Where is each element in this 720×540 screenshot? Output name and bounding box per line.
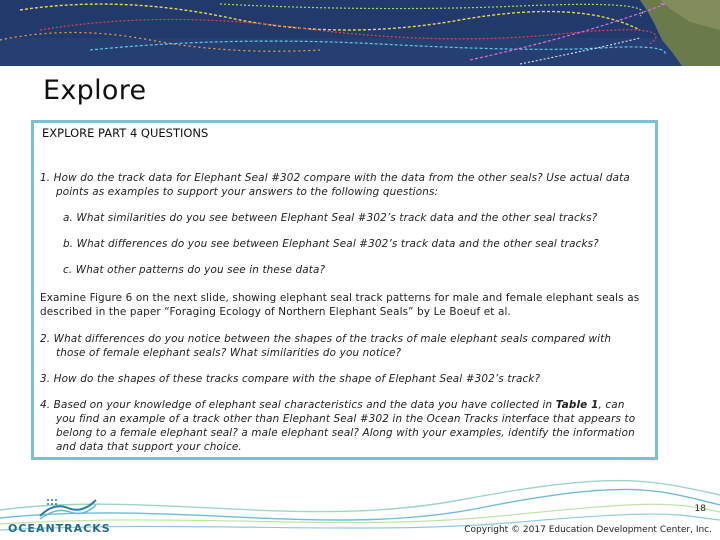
question-4-line-1-part-a: 4. Based on your knowledge of elephant seal characteristics and the data you have collected in (40, 399, 556, 411)
ocean-tracks-logo (8, 496, 148, 536)
examine-line-2: described in the paper “Foraging Ecology of Northern Elephant Seals” by Le Boeuf et al. (40, 306, 511, 318)
logo-wave-icon (38, 496, 98, 520)
question-2-line-1: 2. What differences do you notice between the shapes of the tracks of male elephant seals compared with (40, 333, 612, 345)
question-2-line-2: those of female elephant seals? What similarities do you notice? (56, 347, 402, 359)
seal-tracks-map (0, 0, 720, 66)
logo-text: OCEANTRACKS (8, 522, 111, 535)
question-4-line-3: belong to a female elephant seal? a male elephant seal? Along with your examples, identify the information (56, 427, 635, 439)
question-1-line-2: points as examples to support your answers to the following questions: (56, 186, 439, 198)
sub-question-c: c. What other patterns do you see in these data? (63, 264, 326, 276)
examine-line-1: Examine Figure 6 on the next slide, showing elephant seal track patterns for male and female elephant seals as (40, 292, 640, 304)
question-4-line-4: and data that support your choice. (56, 441, 242, 453)
questions-box (31, 120, 658, 460)
table-1-reference: Table 1 (555, 399, 599, 411)
question-3-line-1: 3. How do the shapes of these tracks compare with the shape of Elephant Seal #302’s track? (40, 373, 541, 385)
copyright-text: Copyright © 2017 Education Development Center, Inc. (464, 525, 712, 535)
page-number: 18 (694, 504, 706, 514)
question-4-line-2: you find an example of a track other than Elephant Seal #302 in the Ocean Tracks interface that appears to (56, 413, 636, 425)
question-4-line-1-part-b: , can (598, 399, 625, 411)
sub-question-a: a. What similarities do you see between Elephant Seal #302’s track data and the other seal tracks? (63, 212, 598, 224)
sub-question-b: b. What differences do you see between Elephant Seal #302’s track data and the other seal tracks? (63, 238, 599, 250)
page-title: Explore (43, 75, 147, 106)
question-1-line-1: 1. How do the track data for Elephant Seal #302 compare with the data from the other seals? Use actual data (40, 172, 630, 184)
banner-map-image (0, 0, 720, 66)
section-heading: EXPLORE PART 4 QUESTIONS (42, 126, 209, 140)
question-4-line-1 (40, 398, 625, 412)
